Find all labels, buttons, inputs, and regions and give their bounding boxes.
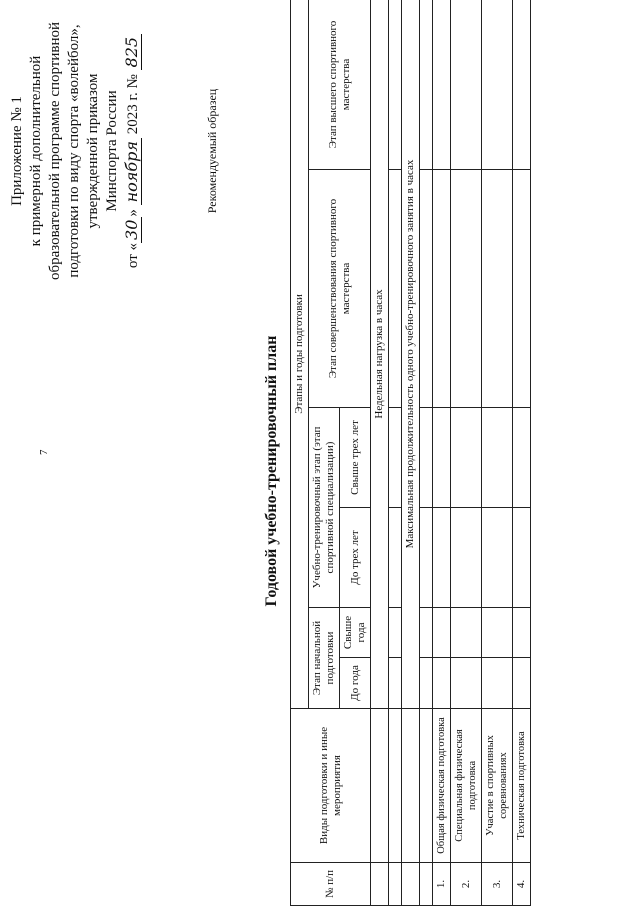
header-sub: До трех лет bbox=[340, 508, 371, 608]
table-row bbox=[451, 0, 482, 906]
row-num: 1. bbox=[433, 863, 451, 906]
row-kind: Специальная физическая подготовка bbox=[451, 709, 482, 863]
appendix-line: Приложение № 1 bbox=[9, 96, 25, 206]
header-num: № п/п bbox=[291, 863, 371, 906]
training-plan-table bbox=[290, 0, 531, 906]
span-row bbox=[371, 0, 389, 906]
appendix-line: Минспорта России bbox=[104, 90, 120, 212]
header-row bbox=[291, 0, 309, 906]
sample-label: Рекомендуемый образец bbox=[205, 88, 219, 214]
header-stage-training: Учебно-тренировочный этап (этап спортивной специализации) bbox=[309, 408, 340, 608]
appendix-block bbox=[8, 1, 143, 301]
weekly-load-label: Недельная нагрузка в часах bbox=[371, 0, 389, 709]
appendix-line: образовательной программе спортивной bbox=[47, 21, 63, 281]
header-kind: Виды подготовки и иные мероприятия bbox=[291, 709, 371, 863]
header-sub: До года bbox=[340, 658, 371, 709]
row-num: 2. bbox=[451, 863, 482, 906]
appendix-line: к примерной дополнительной bbox=[28, 55, 44, 247]
header-stages: Этапы и годы подготовки bbox=[291, 0, 309, 709]
appendix-date-line bbox=[122, 1, 143, 301]
blank-row bbox=[389, 0, 402, 906]
row-kind: Общая физическая подготовка bbox=[433, 709, 451, 863]
row-kind: Участие в спортивных соревнованиях bbox=[482, 709, 513, 863]
row-num: 3. bbox=[482, 863, 513, 906]
max-duration-label: Максимальная продолжительность одного учебно-тренировочного занятия в часах bbox=[402, 0, 420, 709]
page-number: 7 bbox=[38, 449, 50, 455]
handwritten-number: 825 bbox=[122, 34, 142, 71]
header-sub: Свыше года bbox=[340, 608, 371, 658]
header-stage-initial: Этап начальной подготовки bbox=[309, 608, 340, 709]
date-prefix: от « bbox=[125, 242, 141, 269]
date-mid: » bbox=[125, 209, 141, 217]
header-sub: Свыше трех лет bbox=[340, 408, 371, 508]
date-year: 2023 г. № bbox=[125, 74, 141, 135]
header-stage-higher: Этап высшего спортивного мастерства bbox=[309, 0, 371, 170]
handwritten-month: ноября bbox=[122, 138, 142, 205]
row-num: 4. bbox=[513, 863, 531, 906]
appendix-line: утвержденной приказом bbox=[85, 73, 101, 229]
table-row bbox=[433, 0, 451, 906]
span-row bbox=[402, 0, 420, 906]
blank-row bbox=[420, 0, 433, 906]
header-stage-improvement: Этап совершенствования спортивного мастерства bbox=[309, 170, 371, 408]
handwritten-day: 30 bbox=[122, 217, 142, 243]
table-row bbox=[513, 0, 531, 906]
table-row bbox=[482, 0, 513, 906]
page-title: Годовой учебно-тренировочный план bbox=[263, 335, 280, 607]
appendix-line: подготовки по виду спорта «волейбол», bbox=[66, 24, 82, 278]
row-kind: Техническая подготовка bbox=[513, 709, 531, 863]
